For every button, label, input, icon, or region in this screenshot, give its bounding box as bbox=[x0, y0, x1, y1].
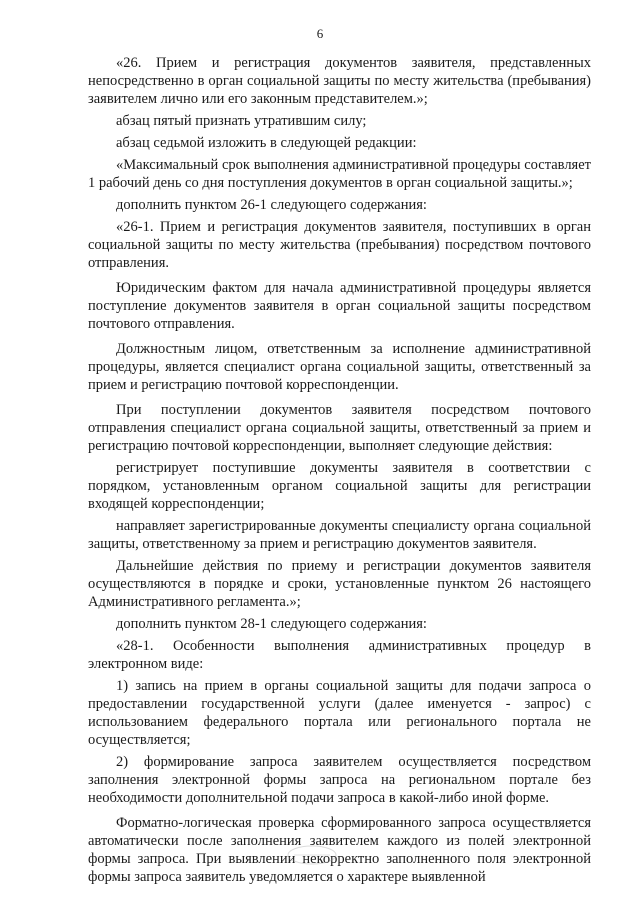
paragraph-fifth-abzac: абзац пятый признать утратившим силу; bbox=[116, 113, 367, 129]
paragraph-26-1: «26-1. Прием и регистрация документов заявителя, поступивших в орган социальной защиты по месту жительства (пребывания) посредством почтового отправления. bbox=[88, 219, 591, 271]
paragraph-format-check: Форматно-логическая проверка сформированного запроса осуществляется автоматически после заполнения заявителем каждого из полей электронной формы запроса. При выявлении некорректно заполненного поля электронной формы запроса заявитель уведомляется о характере выявленной bbox=[88, 815, 591, 885]
paragraph-add-26-1: дополнить пунктом 26-1 следующего содержания: bbox=[116, 197, 427, 213]
paragraph-item-2: 2) формирование запроса заявителем осуществляется посредством заполнения электронной формы запроса на региональном портале без необходимости дополнительной подачи запроса в какой-либо иной форме. bbox=[88, 754, 591, 806]
page-number: 6 bbox=[316, 26, 324, 41]
paragraph-further-actions: Дальнейшие действия по приему и регистрации документов заявителя осуществляются в порядке и сроки, установленные пунктом 26 настоящего Административного регламента.»; bbox=[88, 558, 591, 610]
paragraph-28-1: «28-1. Особенности выполнения административных процедур в электронном виде: bbox=[88, 638, 591, 672]
paragraph-responsible-official: Должностным лицом, ответственным за исполнение административной процедуры, является специалист органа социальной защиты, ответственный за прием и регистрацию почтовой корреспонденции. bbox=[88, 341, 591, 393]
paragraph-mail-receipt: При поступлении документов заявителя посредством почтового отправления специалист органа социальной защиты, ответственный за прием и регистрацию почтовой корреспонденции, выполняет следующие действия: bbox=[88, 402, 591, 454]
paragraph-26: «26. Прием и регистрация документов заявителя, представленных непосредственно в орган социальной защиты по месту жительства (пребывания) заявителем лично или его законным представителем.»; bbox=[88, 55, 591, 107]
paragraph-legal-fact: Юридическим фактом для начала административной процедуры является поступление документов заявителя в орган социальной защиты посредством почтового отправления. bbox=[88, 280, 591, 332]
paragraph-registers: регистрирует поступившие документы заявителя в соответствии с порядком, установленным органом социальной защиты для регистрации входящей корреспонденции; bbox=[88, 460, 591, 512]
stamp-mark bbox=[284, 843, 340, 867]
document-body bbox=[88, 54, 591, 890]
paragraph-forwards: направляет зарегистрированные документы специалисту органа социальной защиты, ответственному за прием и регистрацию документов заявителя. bbox=[88, 518, 591, 552]
paragraph-add-28-1: дополнить пунктом 28-1 следующего содержания: bbox=[116, 616, 427, 632]
paragraph-max-term: «Максимальный срок выполнения административной процедуры составляет 1 рабочий день со дня поступления документов в орган социальной защиты.»; bbox=[88, 157, 591, 191]
paragraph-seventh-abzac: абзац седьмой изложить в следующей редакции: bbox=[116, 135, 417, 151]
paragraph-item-1: 1) запись на прием в органы социальной защиты для подачи запроса о предоставлении государственной услуги (далее именуется - запрос) с использованием федерального портала или регионального портала не осуществляется; bbox=[88, 678, 591, 748]
